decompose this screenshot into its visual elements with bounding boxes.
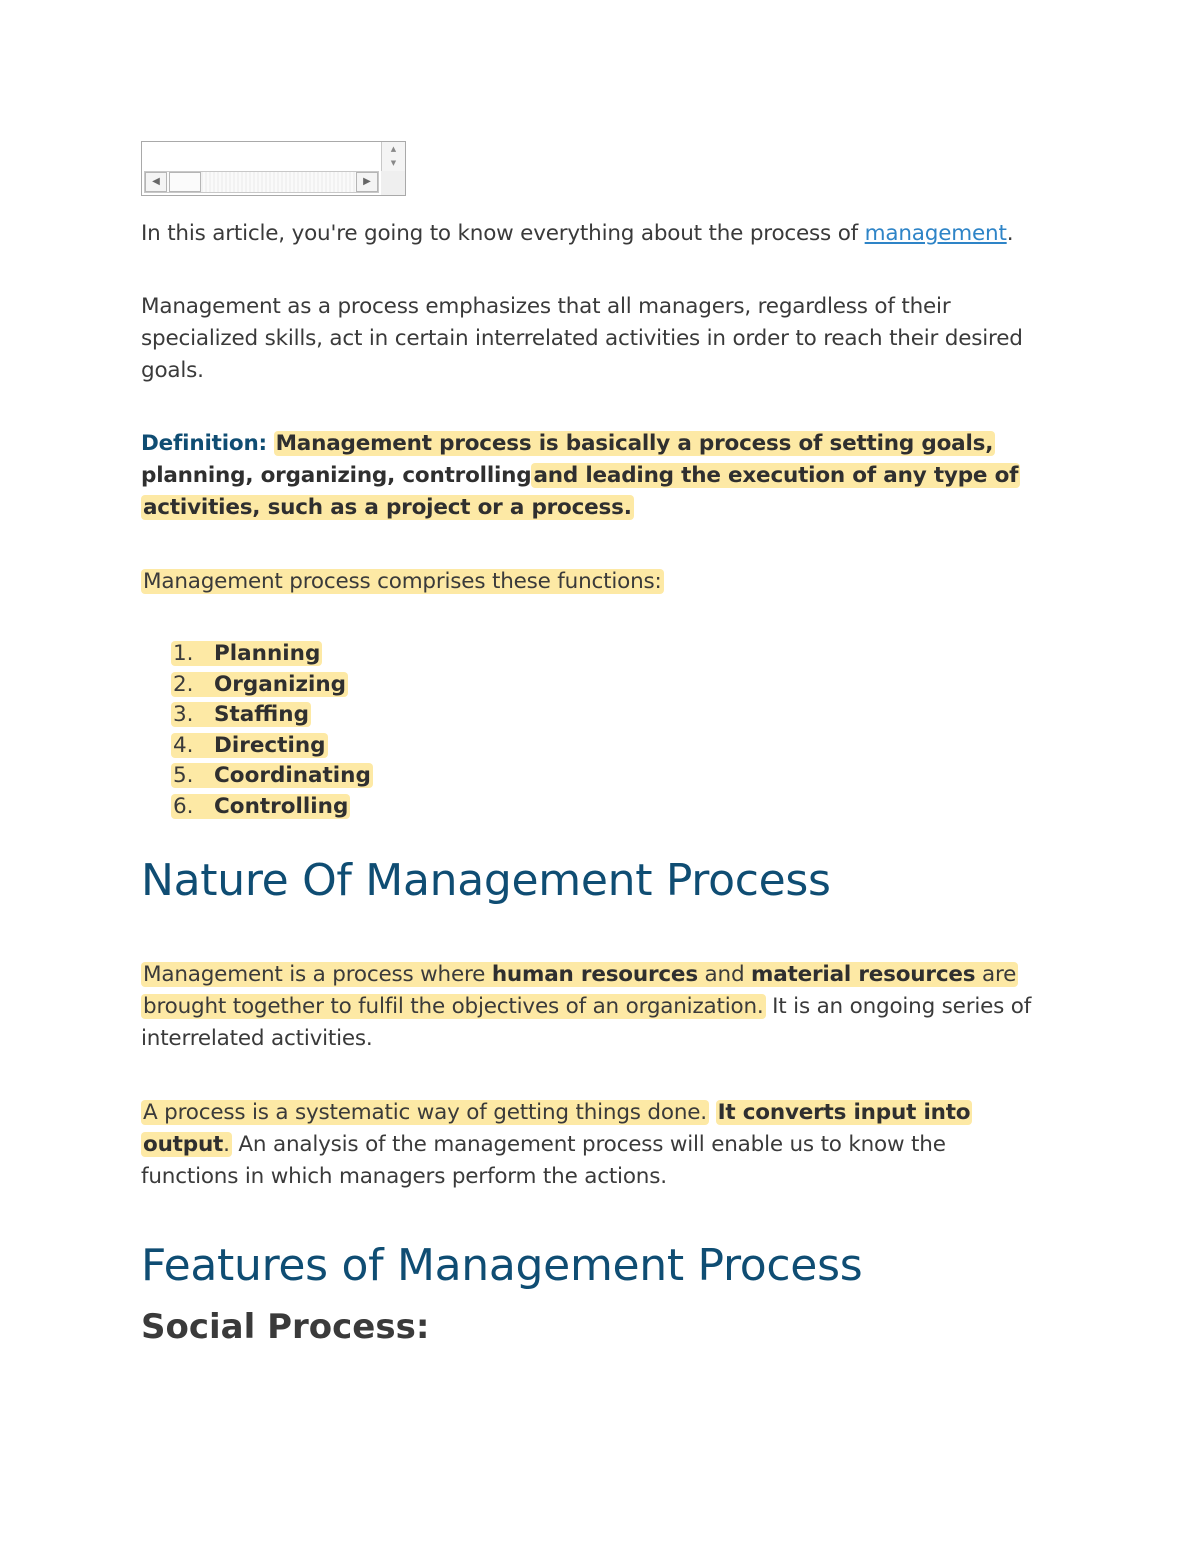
list-item [141, 761, 741, 792]
definition-text-part2: planning, organizing, controlling [141, 463, 532, 488]
intro-paragraph [141, 218, 1071, 250]
list-item-number: 3. [173, 702, 194, 728]
nature-paragraph [141, 959, 1061, 1055]
list-item-label: Organizing [214, 671, 347, 697]
scroll-right-icon[interactable]: ▶ [356, 172, 378, 192]
nature-bold-material: material resources [751, 962, 976, 987]
list-item [141, 670, 741, 701]
nature-bold-human: human resources [491, 962, 698, 987]
list-item [141, 731, 741, 762]
list-item-label: Directing [214, 732, 326, 758]
vertical-scrollbar[interactable] [381, 142, 405, 172]
functions-list [141, 639, 741, 823]
definition-text-part3: and leading the execution of any type of activities, such as a project or a process. [143, 463, 1019, 520]
list-item-number: 2. [173, 671, 194, 697]
process-description-paragraph: Management as a process emphasizes that all managers, regardless of their specialized skills, act in certain interrelated activities in order to reach their desired goals. [141, 294, 1023, 383]
scroll-up-icon[interactable]: ▲ [390, 145, 397, 153]
heading-nature: Nature Of Management Process [141, 855, 831, 906]
heading-social-process: Social Process: [141, 1307, 430, 1347]
list-item-number: 5. [173, 763, 194, 789]
intro-period: . [1006, 221, 1014, 246]
horizontal-scrollbar[interactable] [144, 171, 379, 193]
process-text-getting: getting [493, 1100, 569, 1125]
list-item-number: 6. [173, 793, 194, 819]
list-item [141, 792, 741, 823]
nature-text-4: It is an ongoing series of interrelated activities. [141, 994, 1032, 1051]
definition-paragraph [141, 428, 1041, 524]
definition-label: Definition: [141, 431, 267, 456]
heading-features: Features of Management Process [141, 1240, 863, 1291]
process-text-1: A process is a systematic way of [143, 1100, 494, 1125]
list-item-label: Coordinating [214, 763, 371, 789]
list-item-number: 4. [173, 732, 194, 758]
list-item [141, 700, 741, 731]
definition-text-part1: Management process is basically a process of setting goals, [275, 431, 994, 456]
process-text-2: things done. [568, 1100, 707, 1125]
functions-intro-text: Management process comprises these functions: [143, 569, 662, 594]
list-item [141, 639, 741, 670]
list-item-number: 1. [173, 641, 194, 666]
nature-text-1: Management is a process where [143, 962, 492, 987]
process-paragraph [141, 1097, 1021, 1193]
process-bold-converts: It converts input into output [143, 1100, 971, 1157]
list-item-label: Staffing [214, 702, 309, 728]
nature-text-3: are brought together to fulfil the objectives of an organization. [143, 962, 1017, 1019]
scrollbar-corner [381, 171, 405, 195]
process-text-3: An analysis of the management process will enable us to know the functions in which managers perform the actions. [141, 1132, 946, 1189]
scroll-down-icon[interactable]: ▼ [390, 159, 397, 167]
management-link[interactable]: management [864, 221, 1007, 246]
process-period: . [223, 1132, 230, 1157]
scroll-left-icon[interactable]: ◀ [145, 172, 167, 192]
list-item-label: Planning [214, 641, 321, 666]
intro-text: In this article, you're going to know everything about the process of [141, 221, 865, 246]
nature-text-2: and [697, 962, 752, 987]
embedded-frame-widget[interactable] [141, 141, 406, 196]
list-item-label: Controlling [214, 793, 349, 819]
functions-intro [141, 566, 1041, 598]
scrollbar-thumb[interactable] [169, 172, 201, 192]
